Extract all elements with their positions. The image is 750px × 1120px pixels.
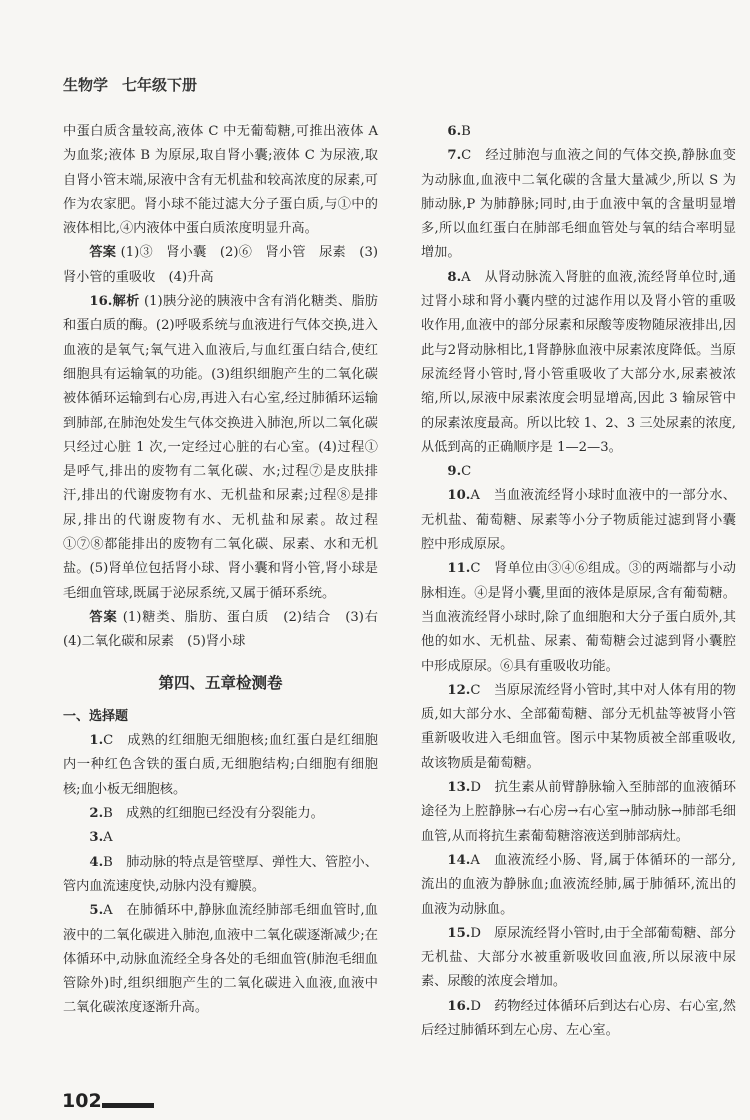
question-number: 12.	[447, 682, 471, 698]
question-item	[63, 851, 378, 900]
question-number: 11.	[447, 561, 471, 577]
answer-label: 答案	[89, 245, 117, 261]
question-number: 7.	[447, 148, 462, 164]
question-text: B 肺动脉的特点是管壁厚、弹性大、管腔小、管内血流速度快,动脉内没有瓣膜。	[63, 854, 378, 894]
question-number: 15.	[447, 925, 471, 941]
question-item	[421, 266, 736, 460]
question-number: 4.	[89, 854, 104, 870]
question-number: 16.	[447, 998, 471, 1014]
question-text: A 血液流经小肠、肾,属于体循环的一部分,流出的血液为静脉血;血液流经肺,属于肺循环,流出的血液为动脉血。	[421, 852, 736, 917]
question-item	[63, 729, 378, 802]
question-item	[421, 849, 736, 922]
right-column	[421, 120, 736, 1043]
analysis-text: (1)胰分泌的胰液中含有消化糖类、脂肪和蛋白质的酶。(2)呼吸系统与血液进行气体交换,进入血液的是氧气;氧气进入血液后,与血红蛋白结合,使红细胞具有运输氧的功能。(3)组织细胞产生的二氧化碳被体循环运输到右心房,再进入右心室,经过肺循环运输到肺部,在肺泡处发生气体交换进入肺泡,所以二氧化碳只经过心脏 1 次,一定经过心脏的右心室。(4)过程①是呼气,排出的废物有二氧化碳、水;过程⑦是皮肤排汗,排出的代谢废物有水、无机盐和尿素;过程⑧是排尿,排出的代谢废物有水、无机盐和尿素。故过程①⑦⑧都能排出的废物有二氧化碳、尿素、水和无机盐。(5)肾单位包括肾小球、肾小囊和肾小管,肾小球是毛细血管球,既属于泌尿系统,又属于循环系统。	[63, 294, 378, 601]
answer-text: (1)③ 肾小囊 (2)⑥ 肾小管 尿素 (3)肾小管的重吸收 (4)升高	[63, 245, 378, 285]
question-number: 16.	[89, 294, 113, 310]
question-number: 13.	[447, 780, 471, 796]
question-text: D 抗生素从前臂静脉输入至肺部的血液循环途径为上腔静脉→右心房→右心室→肺动脉→肺部毛细血管,从而将抗生素葡萄糖溶液送到肺部病灶。	[421, 780, 736, 844]
footer-rule	[102, 1103, 154, 1108]
answer-label: 答案	[89, 609, 118, 625]
question-text: A	[103, 830, 113, 846]
question-number: 8.	[447, 269, 462, 285]
question-item	[421, 557, 736, 678]
question-number: 2.	[89, 806, 104, 822]
left-column	[63, 120, 392, 1021]
question-item	[63, 802, 378, 826]
question-number: 10.	[447, 488, 471, 504]
question-item	[421, 995, 736, 1044]
analysis-label: 解析	[112, 294, 140, 310]
section-title: 第四、五章检测卷	[158, 673, 283, 692]
answer-15	[63, 241, 378, 290]
question-text: C 当原尿流经肾小管时,其中对人体有用的物质,如大部分水、全部葡萄糖、部分无机盐等被肾小管重新吸收进入毛细血管。图示中某物质被全部重吸收,故该物质是葡萄糖。	[421, 682, 736, 771]
question-text: B 成熟的红细胞已经没有分裂能力。	[103, 806, 324, 822]
question-text: A 在肺循环中,静脉血流经肺部毛细血管时,血液中的二氧化碳进入肺泡,血液中二氧化碳逐渐减少;在体循环中,动脉血流经全身各处的毛细血管(肺泡毛细血管除外)时,组织细胞产生的二氧化碳进入血液,血液中二氧化碳浓度逐渐升高。	[63, 903, 378, 1016]
question-text: C 成熟的红细胞无细胞核;血红蛋白是红细胞内一种红色含铁的蛋白质,无细胞结构;白细胞有细胞核;血小板无细胞核。	[63, 733, 378, 797]
question-text: D 原尿流经肾小管时,由于全部葡萄糖、部分无机盐、大部分水被重新吸收回血液,所以尿液中尿素、尿酸的浓度会增加。	[421, 925, 736, 990]
question-number: 6.	[447, 124, 462, 139]
analysis-16	[63, 290, 378, 606]
question-text: A 从肾动脉流入肾脏的血液,流经肾单位时,通过肾小球和肾小囊内壁的过滤作用以及肾小管的重吸收作用,血液中的部分尿素和尿酸等废物随尿液排出,因此与2肾动脉相比,1肾静脉血液中尿素浓度降低。当原尿流经肾小管时,肾小管重吸收了大部分水,尿素被浓缩,所以,尿液中尿素浓度会明显增高,因此 3 输尿管中的尿素浓度最高。所以比较 1、2、3 三处尿素的浓度,从低到高的正确顺序是 1—2—3。	[421, 269, 736, 455]
answer-text: (1)糖类、脂肪、蛋白质 (2)结合 (3)右 (4)二氧化碳和尿素 (5)肾小球	[63, 609, 392, 650]
question-item	[421, 679, 736, 776]
question-text: D 药物经过体循环后到达右心房、右心室,然后经过肺循环到左心房、左心室。	[421, 998, 736, 1038]
header-subject: 生物学	[63, 76, 109, 94]
question-number: 14.	[447, 852, 471, 868]
answer-16	[63, 606, 392, 655]
question-number: 5.	[89, 903, 104, 919]
question-number: 9.	[447, 464, 462, 480]
question-text: B	[461, 124, 471, 139]
question-item	[421, 484, 736, 557]
question-item	[63, 826, 378, 850]
question-text: C 经过肺泡与血液之间的气体交换,静脉血变为动脉血,血液中二氧化碳的含量大量减少,所以 S 为肺动脉,P 为肺静脉;同时,由于血液中氧的含量明显增多,所以血红蛋白在肺部毛细血管处与氧的结合率明显增加。	[421, 148, 736, 261]
page-header	[63, 74, 197, 95]
question-item	[421, 144, 736, 265]
sub-title: 一、选择题	[63, 708, 129, 724]
question-number: 1.	[89, 733, 104, 749]
question-text: C	[461, 464, 472, 480]
header-grade: 七年级下册	[122, 76, 198, 94]
question-item	[421, 120, 736, 144]
question-item	[421, 776, 736, 849]
question-item	[421, 922, 736, 995]
page-number: 102	[62, 1090, 102, 1112]
question-number: 3.	[89, 830, 104, 846]
continued-paragraph: 中蛋白质含量较高,液体 C 中无葡萄糖,可推出液体 A 为血浆;液体 B 为原尿,取自肾小囊;液体 C 为尿液,取自肾小管末端,尿液中含有无机盐和较高浓度的尿素,可作为农家肥。肾小球不能过滤大分子蛋白质,与①中的液体相比,④内液体中蛋白质浓度明显升高。	[63, 124, 378, 237]
question-text: A 当血液流经肾小球时血液中的一部分水、无机盐、葡萄糖、尿素等小分子物质能过滤到肾小囊腔中形成原尿。	[421, 488, 736, 553]
question-item	[421, 460, 736, 484]
question-text: C 肾单位由③④⑥组成。③的两端都与小动脉相连。④是肾小囊,里面的液体是原尿,含有葡萄糖。当血液流经肾小球时,除了血细胞和大分子蛋白质外,其他的如水、无机盐、尿素、葡萄糖会过滤到肾小囊腔中形成原尿。⑥具有重吸收功能。	[421, 561, 736, 674]
question-item	[63, 899, 378, 1020]
